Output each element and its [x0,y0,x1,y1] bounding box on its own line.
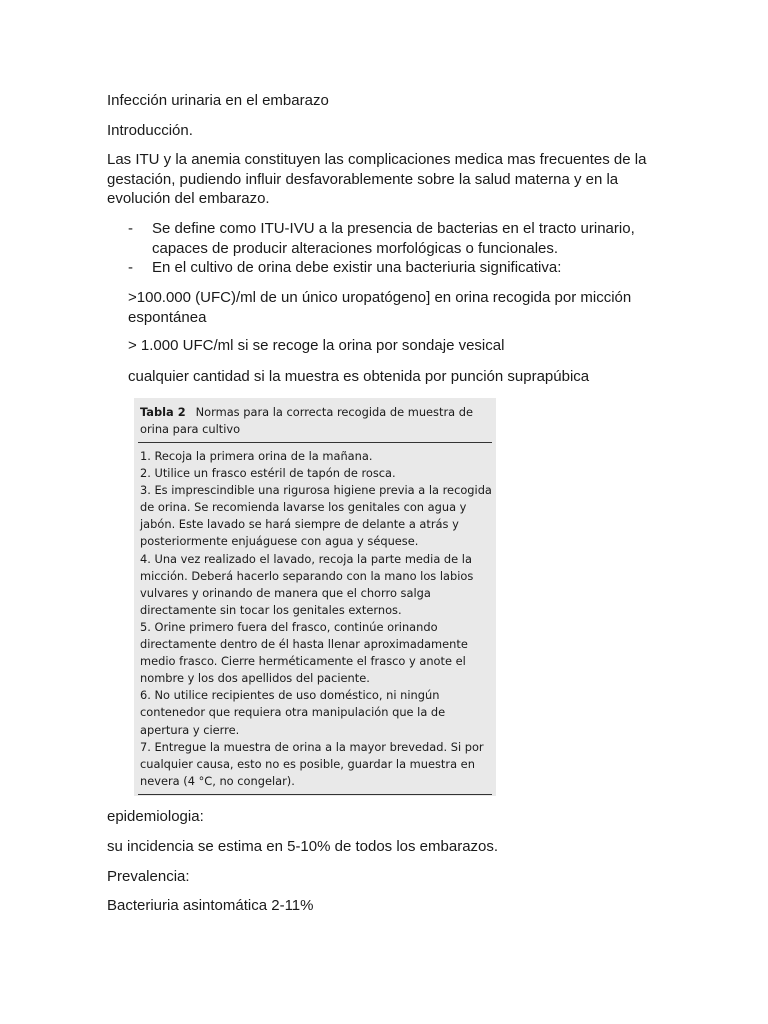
prevalence-heading: Prevalencia: [107,868,190,885]
table-caption-text: Normas para la correcta recogida de muestra de orina para cultivo [140,405,473,437]
table-item: 3. Es imprescindible una rigurosa higiene previa a la recogida de orina. Se recomienda lavarse los genitales con agua y jabón. Este lavado se hará siempre de delante a atrás y posteriormente enjuáguese con agua y séquese. [140,483,492,549]
epidemiology-heading: epidemiologia: [107,808,204,825]
table-item: 7. Entregue la muestra de orina a la mayor brevedad. Si por cualquier causa, esto no es posible, guardar la muestra en nevera (4 °C, no congelar). [140,739,484,788]
prevalence-text: Bacteriuria asintomática 2-11% [107,897,314,914]
intro-paragraph: Las ITU y la anemia constituyen las complicaciones medica mas frecuentes de la gestación, pudiendo influir desfavorablemente sobre la salud materna y en la evolución del embarazo. [107,151,647,207]
table-top-rule [138,442,492,443]
criterion-text: >100.000 (UFC)/ml de un único uropatógeno] en orina recogida por micción espontánea [128,289,632,326]
table-body [140,448,492,790]
epidemiology-text: su incidencia se estima en 5-10% de todos los embarazos. [107,838,499,855]
bullet-text: Se define como ITU-IVU a la presencia de bacterias en el tracto urinario, capaces de producir alteraciones morfológicas o funcionales. [152,220,635,257]
bullet-marker: - [128,259,133,276]
urine-collection-table [134,398,496,796]
table-bottom-rule [138,794,492,795]
criterion-text: > 1.000 UFC/ml si se recoge la orina por sondaje vesical [128,337,505,354]
table-number: Tabla 2 [140,405,186,419]
bullet-text: En el cultivo de orina debe existir una bacteriuria significativa: [152,259,562,276]
table-item: 1. Recoja la primera orina de la mañana. [140,449,373,463]
document-title: Infección urinaria en el embarazo [107,92,329,109]
table-caption [140,404,490,438]
bullet-marker: - [128,220,133,237]
table-item: 5. Orine primero fuera del frasco, continúe orinando directamente dentro de él hasta llenar aproximadamente medio frasco. Cierre herméticamente el frasco y anote el nombre y los dos apellidos del paciente. [140,619,468,686]
criterion-text: cualquier cantidad si la muestra es obtenida por punción suprapúbica [128,368,590,385]
table-item: 4. Una vez realizado el lavado, recoja la parte media de la micción. Deberá hacerlo separando con la mano los labios vulvares y orinando de manera que el chorro salga directamente sin tocar los genitales externos. [140,551,474,617]
table-item: 6. No utilice recipientes de uso doméstico, ni ningún contenedor que requiera otra manipulación que la de apertura y cierre. [140,688,446,737]
table-item: 2. Utilice un frasco estéril de tapón de rosca. [140,466,396,481]
intro-heading: Introducción. [107,122,193,139]
